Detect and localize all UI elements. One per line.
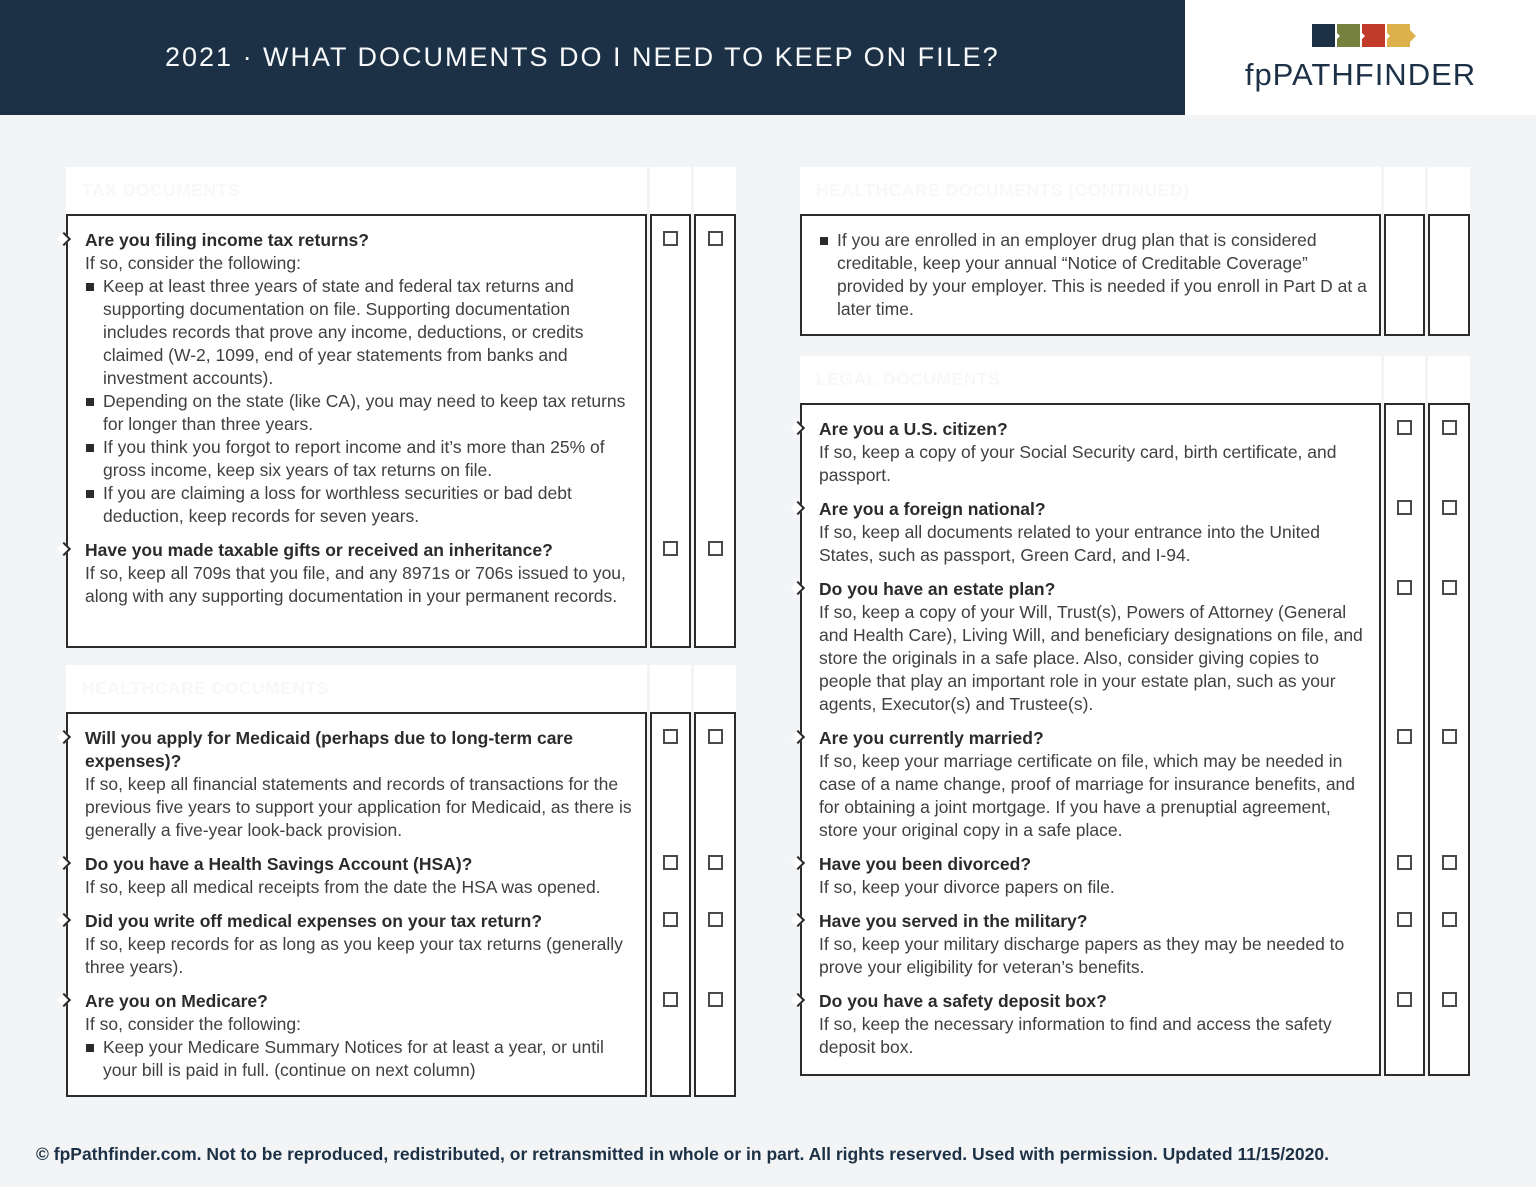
section-card-healthcare bbox=[66, 665, 736, 1097]
item-text-cell bbox=[66, 214, 647, 528]
yes-checkbox[interactable] bbox=[1397, 855, 1412, 870]
bullet-line bbox=[85, 436, 633, 482]
item-text-cell bbox=[800, 979, 1381, 1059]
no-column-header: NO bbox=[1428, 356, 1470, 403]
detail-text: If so, keep the necessary information to find and access the safety deposit box. bbox=[819, 1014, 1332, 1057]
yes-cell bbox=[650, 979, 691, 1082]
bullet-square-icon bbox=[86, 490, 94, 498]
no-cell bbox=[1428, 899, 1470, 979]
section-header-row bbox=[66, 665, 736, 712]
detail-text: If so, keep your marriage certificate on file, which may be needed in case of a name change, proof of marriage for insurance benefits, and for obtaining a joint mortgage. If you have a prenuptial agreement, store your original copy in a safe place. bbox=[819, 751, 1356, 840]
filler-text-cell bbox=[800, 1059, 1381, 1076]
section-header-row bbox=[66, 167, 736, 214]
checklist-item bbox=[800, 899, 1470, 979]
filler-yes-cell bbox=[1384, 1059, 1425, 1076]
question-text: Are you filing income tax returns? bbox=[85, 230, 369, 250]
bullet-line bbox=[85, 390, 633, 436]
no-cell bbox=[1428, 214, 1470, 321]
bullet-line bbox=[819, 229, 1367, 321]
detail-text: If so, consider the following: bbox=[85, 1014, 301, 1034]
detail-text: If so, keep all documents related to your entrance into the United States, such as passport, Green Card, and I-94. bbox=[819, 522, 1320, 565]
no-cell bbox=[694, 842, 736, 899]
no-column-header: NO bbox=[1428, 167, 1470, 214]
no-cell bbox=[694, 899, 736, 979]
filler-no-cell bbox=[694, 608, 736, 648]
bullet-text: Keep your Medicare Summary Notices for at least a year, or until your bill is paid in full. (continue on next column) bbox=[103, 1037, 604, 1080]
bullet-text: Keep at least three years of state and federal tax returns and supporting documentation on file. Supporting documentation includes records that prove any income, deductions, or credits claimed (W-2, 1099, end of year statements from banks and investment accounts). bbox=[103, 276, 584, 388]
item-text-cell bbox=[800, 487, 1381, 567]
no-checkbox[interactable] bbox=[1442, 855, 1457, 870]
no-cell bbox=[694, 979, 736, 1082]
filler-text-cell bbox=[800, 321, 1381, 336]
checklist-item bbox=[66, 528, 736, 608]
no-checkbox[interactable] bbox=[1442, 992, 1457, 1007]
no-cell bbox=[694, 528, 736, 608]
chevron-right-icon bbox=[57, 856, 71, 870]
filler-no-cell bbox=[694, 1082, 736, 1097]
yes-cell bbox=[1384, 842, 1425, 899]
section-header-row bbox=[800, 167, 1470, 214]
question-text: Have you been divorced? bbox=[819, 854, 1032, 874]
chevron-right-icon bbox=[57, 730, 71, 744]
no-cell bbox=[1428, 403, 1470, 487]
yes-cell bbox=[1384, 567, 1425, 716]
question-text: Did you write off medical expenses on your tax return? bbox=[85, 911, 543, 931]
item-text-cell bbox=[800, 567, 1381, 716]
chevron-right-icon bbox=[791, 856, 805, 870]
detail-text: If so, keep your military discharge papers as they may be needed to prove your eligibility for veteran’s benefits. bbox=[819, 934, 1345, 977]
yes-cell bbox=[1384, 214, 1425, 321]
no-cell bbox=[1428, 487, 1470, 567]
detail-text: If so, keep all 709s that you file, and any 8971s or 706s issued to you, along with any supporting documentation in your permanent records. bbox=[85, 563, 626, 606]
checklist-item bbox=[66, 214, 736, 528]
filler-no-cell bbox=[1428, 321, 1470, 336]
section-card-tax bbox=[66, 167, 736, 648]
section-card-healthcare_continued bbox=[800, 167, 1470, 334]
yes-checkbox[interactable] bbox=[1397, 729, 1412, 744]
checklist-item bbox=[800, 487, 1470, 567]
no-cell bbox=[694, 214, 736, 528]
no-checkbox[interactable] bbox=[1442, 580, 1457, 595]
checklist-item bbox=[66, 899, 736, 979]
yes-checkbox[interactable] bbox=[663, 912, 678, 927]
question-text: Will you apply for Medicaid (perhaps due to long-term care expenses)? bbox=[85, 728, 573, 771]
section-title: LEGAL DOCUMENTS bbox=[800, 356, 1381, 403]
filler-text-cell bbox=[66, 1082, 647, 1097]
filler-yes-cell bbox=[1384, 321, 1425, 336]
checklist-item bbox=[800, 979, 1470, 1059]
item-text-cell bbox=[66, 712, 647, 842]
yes-cell bbox=[1384, 899, 1425, 979]
bullet-text: If you think you forgot to report income and it’s more than 25% of gross income, keep six years of tax returns on file. bbox=[103, 437, 605, 480]
yes-cell bbox=[1384, 979, 1425, 1059]
checklist-item bbox=[800, 403, 1470, 487]
no-checkbox[interactable] bbox=[708, 855, 723, 870]
checklist-item bbox=[800, 716, 1470, 842]
checklist-item bbox=[66, 842, 736, 899]
bullet-line bbox=[85, 482, 633, 528]
yes-column-header: YES bbox=[650, 167, 691, 214]
logo-icon bbox=[1312, 24, 1410, 47]
yes-column-header: YES bbox=[650, 665, 691, 712]
question-text: Are you currently married? bbox=[819, 728, 1044, 748]
detail-text: If so, keep all financial statements and records of transactions for the previous five years to support your application for Medicaid, as there is generally a five-year look-back provision. bbox=[85, 774, 632, 840]
bullet-square-icon bbox=[86, 444, 94, 452]
chevron-right-icon bbox=[791, 993, 805, 1007]
question-text: Do you have a Health Savings Account (HSA)? bbox=[85, 854, 473, 874]
yes-cell bbox=[650, 842, 691, 899]
checklist-item bbox=[66, 712, 736, 842]
question-text: Are you a U.S. citizen? bbox=[819, 419, 1008, 439]
no-cell bbox=[694, 712, 736, 842]
yes-cell bbox=[650, 712, 691, 842]
chevron-right-icon bbox=[791, 581, 805, 595]
yes-checkbox[interactable] bbox=[663, 541, 678, 556]
bullet-square-icon bbox=[86, 1044, 94, 1052]
no-cell bbox=[1428, 842, 1470, 899]
item-text-cell bbox=[66, 899, 647, 979]
page-title: 2021 · WHAT DOCUMENTS DO I NEED TO KEEP ON FILE? bbox=[165, 42, 1000, 72]
no-column-header: NO bbox=[694, 665, 736, 712]
no-checkbox[interactable] bbox=[708, 541, 723, 556]
no-column-header: NO bbox=[694, 167, 736, 214]
yes-checkbox[interactable] bbox=[1397, 580, 1412, 595]
no-checkbox[interactable] bbox=[708, 912, 723, 927]
chevron-right-icon bbox=[57, 913, 71, 927]
chevron-right-icon bbox=[791, 913, 805, 927]
chevron-right-icon bbox=[57, 993, 71, 1007]
section-title: HEALTHCARE DOCUMENTS (CONTINUED) bbox=[800, 167, 1381, 214]
bullet-square-icon bbox=[86, 398, 94, 406]
filler-row bbox=[800, 321, 1470, 334]
yes-cell bbox=[1384, 487, 1425, 567]
yes-cell bbox=[1384, 403, 1425, 487]
item-text-cell bbox=[800, 899, 1381, 979]
logo-panel bbox=[1185, 0, 1536, 115]
item-text-cell bbox=[66, 979, 647, 1082]
question-text: Have you served in the military? bbox=[819, 911, 1088, 931]
logo-navy-square-icon bbox=[1312, 24, 1335, 47]
item-text-cell bbox=[800, 842, 1381, 899]
no-checkbox[interactable] bbox=[708, 231, 723, 246]
no-checkbox[interactable] bbox=[1442, 729, 1457, 744]
detail-text: If so, keep records for as long as you keep your tax returns (generally three years). bbox=[85, 934, 623, 977]
no-checkbox[interactable] bbox=[708, 992, 723, 1007]
item-text-cell bbox=[800, 403, 1381, 487]
detail-text: If so, keep a copy of your Social Security card, birth certificate, and passport. bbox=[819, 442, 1337, 485]
chevron-right-icon bbox=[57, 232, 71, 246]
left-column bbox=[66, 167, 736, 1097]
no-checkbox[interactable] bbox=[708, 729, 723, 744]
filler-row bbox=[66, 1082, 736, 1097]
filler-no-cell bbox=[1428, 1059, 1470, 1076]
yes-checkbox[interactable] bbox=[1397, 500, 1412, 515]
chevron-right-icon bbox=[57, 542, 71, 556]
yes-column-header: YES bbox=[1384, 356, 1425, 403]
yes-checkbox[interactable] bbox=[1397, 420, 1412, 435]
question-text: Are you a foreign national? bbox=[819, 499, 1046, 519]
yes-checkbox[interactable] bbox=[1397, 992, 1412, 1007]
checklist-item bbox=[800, 214, 1470, 321]
detail-text: If so, keep all medical receipts from the date the HSA was opened. bbox=[85, 877, 601, 897]
checklist-item bbox=[800, 567, 1470, 716]
section-card-legal bbox=[800, 356, 1470, 1076]
checklist-item bbox=[66, 979, 736, 1082]
chevron-right-icon bbox=[791, 421, 805, 435]
section-title: TAX DOCUMENTS bbox=[66, 167, 647, 214]
checklist-item bbox=[800, 842, 1470, 899]
logo-gold-square-icon bbox=[1387, 24, 1410, 47]
header-bar bbox=[0, 0, 1185, 115]
detail-text: If so, keep a copy of your Will, Trust(s), Powers of Attorney (General and Health Care), Living Will, and beneficiary designations on file, and store the originals in a safe place. Also, consider giving copies to people that play an important role in your estate plan, such as your agents, Executor(s) and Trustee(s). bbox=[819, 602, 1363, 714]
detail-text: If so, consider the following: bbox=[85, 253, 301, 273]
yes-checkbox[interactable] bbox=[1397, 912, 1412, 927]
no-checkbox[interactable] bbox=[1442, 500, 1457, 515]
bullet-line bbox=[85, 275, 633, 390]
item-text-cell bbox=[800, 214, 1381, 321]
yes-cell bbox=[1384, 716, 1425, 842]
no-checkbox[interactable] bbox=[1442, 912, 1457, 927]
question-text: Do you have an estate plan? bbox=[819, 579, 1056, 599]
filler-row bbox=[66, 608, 736, 648]
bullet-text: If you are claiming a loss for worthless securities or bad debt deduction, keep records for seven years. bbox=[103, 483, 572, 526]
chevron-right-icon bbox=[791, 730, 805, 744]
section-title: HEALTHCARE DOCUMENTS bbox=[66, 665, 647, 712]
footer-text: © fpPathfinder.com. Not to be reproduced, redistributed, or retransmitted in whole or in part. All rights reserved. Used with permission. Updated 11/15/2020. bbox=[36, 1144, 1329, 1164]
item-text-cell bbox=[800, 716, 1381, 842]
logo-olive-square-icon bbox=[1337, 24, 1360, 47]
no-checkbox[interactable] bbox=[1442, 420, 1457, 435]
yes-cell bbox=[650, 528, 691, 608]
yes-checkbox[interactable] bbox=[663, 231, 678, 246]
right-column bbox=[800, 167, 1470, 1076]
filler-yes-cell bbox=[650, 1082, 691, 1097]
chevron-right-icon bbox=[791, 501, 805, 515]
section-header-row bbox=[800, 356, 1470, 403]
question-text: Do you have a safety deposit box? bbox=[819, 991, 1107, 1011]
question-text: Have you made taxable gifts or received an inheritance? bbox=[85, 540, 553, 560]
yes-checkbox[interactable] bbox=[663, 855, 678, 870]
question-text: Are you on Medicare? bbox=[85, 991, 268, 1011]
detail-text: If so, keep your divorce papers on file. bbox=[819, 877, 1115, 897]
yes-checkbox[interactable] bbox=[663, 729, 678, 744]
item-text-cell bbox=[66, 842, 647, 899]
yes-cell bbox=[650, 899, 691, 979]
yes-checkbox[interactable] bbox=[663, 992, 678, 1007]
bullet-text: Depending on the state (like CA), you may need to keep tax returns for longer than three years. bbox=[103, 391, 626, 434]
logo-red-square-icon bbox=[1362, 24, 1385, 47]
brand-name: fpPATHFINDER bbox=[1244, 57, 1477, 92]
filler-text-cell bbox=[66, 608, 647, 648]
bullet-line bbox=[85, 1036, 633, 1082]
item-text-cell bbox=[66, 528, 647, 608]
yes-cell bbox=[650, 214, 691, 528]
yes-column-header: YES bbox=[1384, 167, 1425, 214]
bullet-square-icon bbox=[820, 237, 828, 245]
filler-row bbox=[800, 1059, 1470, 1076]
no-cell bbox=[1428, 979, 1470, 1059]
no-cell bbox=[1428, 567, 1470, 716]
no-cell bbox=[1428, 716, 1470, 842]
bullet-text: If you are enrolled in an employer drug plan that is considered creditable, keep your annual “Notice of Creditable Coverage” provided by your employer. This is needed if you enroll in Part D at a later time. bbox=[837, 230, 1367, 319]
bullet-square-icon bbox=[86, 283, 94, 291]
filler-yes-cell bbox=[650, 608, 691, 648]
